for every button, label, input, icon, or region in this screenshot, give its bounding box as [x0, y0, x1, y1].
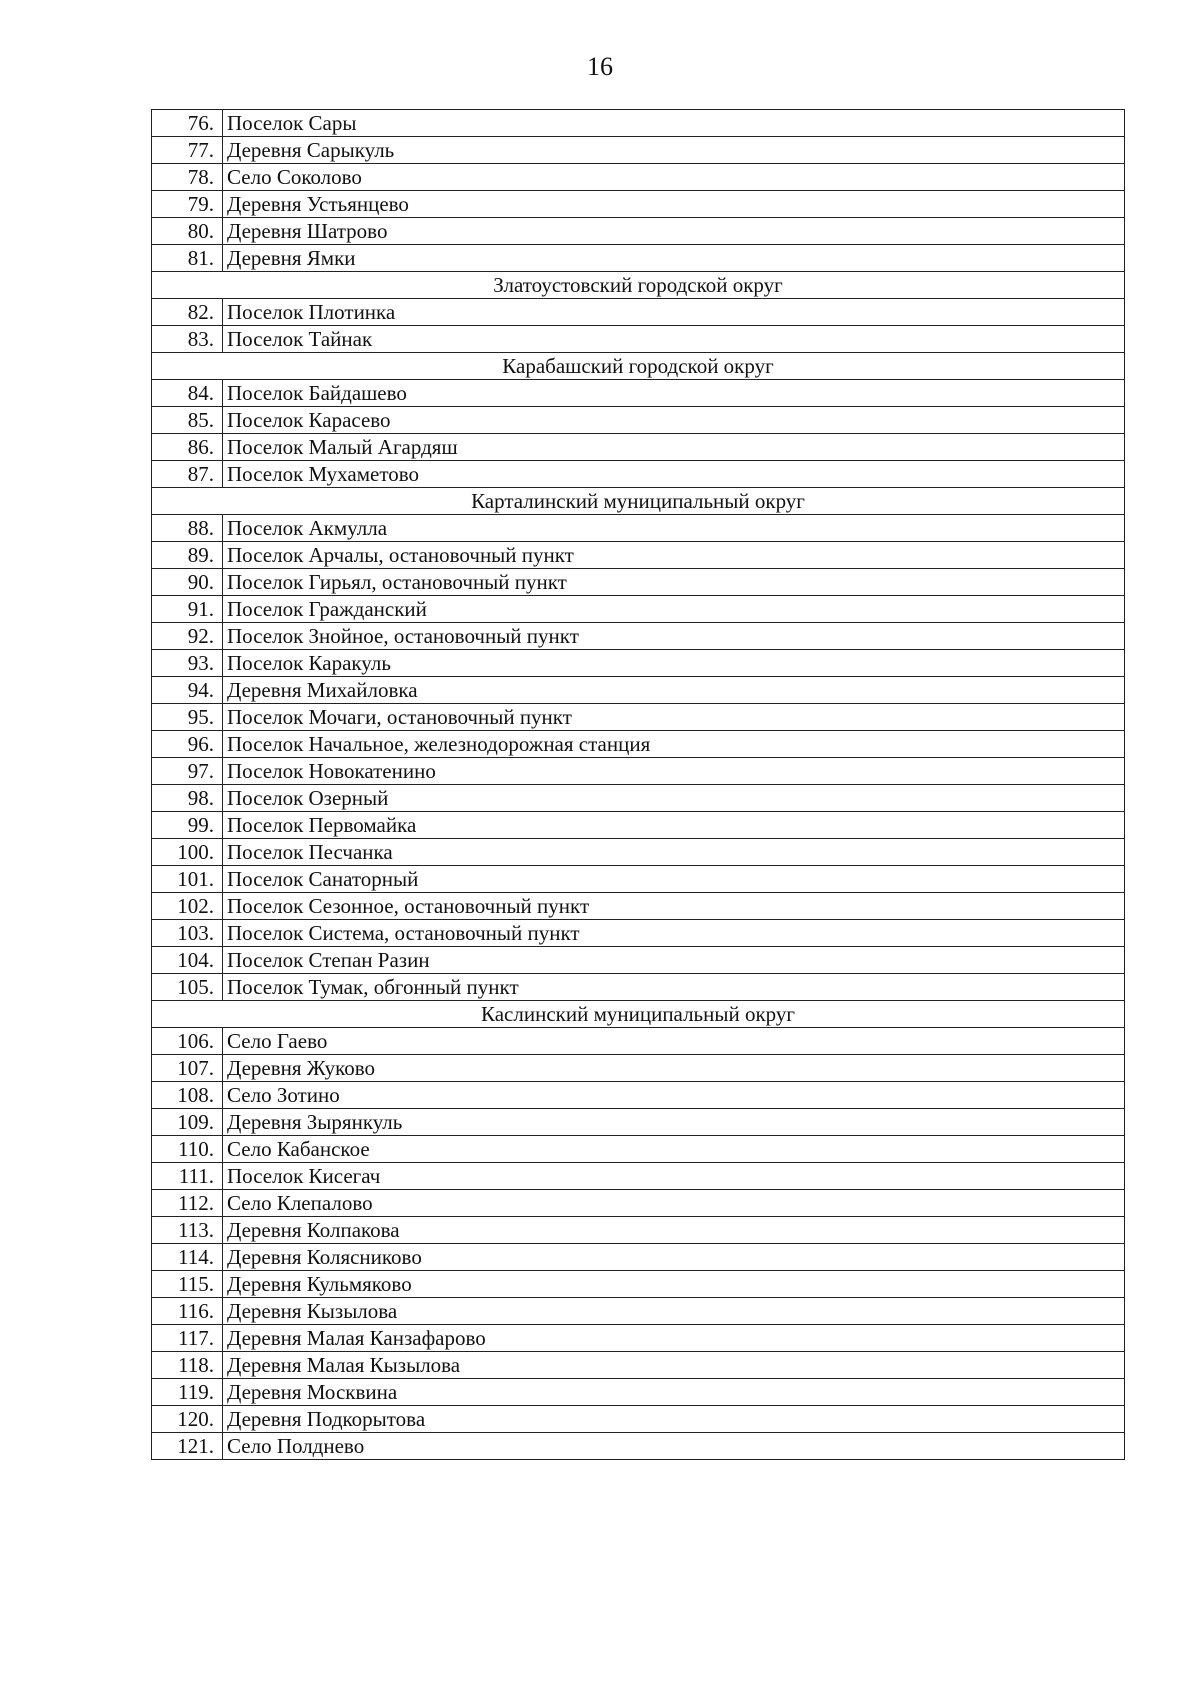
row-number: 118. — [152, 1352, 223, 1379]
table-row — [152, 299, 1125, 326]
settlement-name: Деревня Кульмяково — [223, 1271, 1125, 1298]
table-row — [152, 1271, 1125, 1298]
settlement-name: Поселок Сары — [223, 110, 1125, 137]
row-number: 84. — [152, 380, 223, 407]
row-number: 109. — [152, 1109, 223, 1136]
table-row — [152, 1379, 1125, 1406]
row-number: 97. — [152, 758, 223, 785]
settlement-name: Поселок Акмулла — [223, 515, 1125, 542]
table-row — [152, 758, 1125, 785]
table-row — [152, 704, 1125, 731]
settlement-name: Поселок Санаторный — [223, 866, 1125, 893]
row-number: 90. — [152, 569, 223, 596]
section-header-row — [152, 272, 1125, 299]
table-row — [152, 839, 1125, 866]
table-row — [152, 650, 1125, 677]
row-number: 94. — [152, 677, 223, 704]
settlement-name: Поселок Озерный — [223, 785, 1125, 812]
settlement-name: Поселок Мочаги, остановочный пункт — [223, 704, 1125, 731]
table-row — [152, 677, 1125, 704]
settlement-name: Поселок Знойное, остановочный пункт — [223, 623, 1125, 650]
table-row — [152, 110, 1125, 137]
table-row — [152, 218, 1125, 245]
section-title: Карталинский муниципальный округ — [152, 488, 1125, 515]
table-row — [152, 1055, 1125, 1082]
settlement-name: Деревня Кызылова — [223, 1298, 1125, 1325]
settlement-name: Деревня Шатрово — [223, 218, 1125, 245]
row-number: 107. — [152, 1055, 223, 1082]
settlement-name: Поселок Плотинка — [223, 299, 1125, 326]
settlement-name: Поселок Начальное, железнодорожная станция — [223, 731, 1125, 758]
settlement-name: Поселок Карасево — [223, 407, 1125, 434]
row-number: 106. — [152, 1028, 223, 1055]
row-number: 101. — [152, 866, 223, 893]
row-number: 85. — [152, 407, 223, 434]
row-number: 95. — [152, 704, 223, 731]
table-row — [152, 380, 1125, 407]
table-row — [152, 1109, 1125, 1136]
row-number: 111. — [152, 1163, 223, 1190]
table-row — [152, 1325, 1125, 1352]
table-row — [152, 1406, 1125, 1433]
row-number: 103. — [152, 920, 223, 947]
settlement-name: Поселок Сезонное, остановочный пункт — [223, 893, 1125, 920]
row-number: 93. — [152, 650, 223, 677]
row-number: 102. — [152, 893, 223, 920]
settlement-name: Поселок Песчанка — [223, 839, 1125, 866]
table-row — [152, 245, 1125, 272]
row-number: 78. — [152, 164, 223, 191]
row-number: 120. — [152, 1406, 223, 1433]
section-header-row — [152, 353, 1125, 380]
section-header-row — [152, 1001, 1125, 1028]
row-number: 82. — [152, 299, 223, 326]
row-number: 92. — [152, 623, 223, 650]
row-number: 98. — [152, 785, 223, 812]
settlement-name: Деревня Жуково — [223, 1055, 1125, 1082]
table-row — [152, 623, 1125, 650]
table-row — [152, 1163, 1125, 1190]
settlement-name: Деревня Малая Кызылова — [223, 1352, 1125, 1379]
settlement-name: Поселок Первомайка — [223, 812, 1125, 839]
row-number: 89. — [152, 542, 223, 569]
row-number: 88. — [152, 515, 223, 542]
row-number: 115. — [152, 1271, 223, 1298]
settlement-name: Деревня Зырянкуль — [223, 1109, 1125, 1136]
table-row — [152, 1244, 1125, 1271]
table-row — [152, 947, 1125, 974]
settlement-name: Деревня Колпакова — [223, 1217, 1125, 1244]
row-number: 119. — [152, 1379, 223, 1406]
table-row — [152, 1352, 1125, 1379]
row-number: 112. — [152, 1190, 223, 1217]
section-title: Карабашский городской округ — [152, 353, 1125, 380]
table-row — [152, 407, 1125, 434]
settlement-name: Поселок Система, остановочный пункт — [223, 920, 1125, 947]
settlement-name: Поселок Байдашево — [223, 380, 1125, 407]
row-number: 121. — [152, 1433, 223, 1460]
row-number: 108. — [152, 1082, 223, 1109]
section-header-row — [152, 488, 1125, 515]
table-row — [152, 542, 1125, 569]
settlement-name: Село Клепалово — [223, 1190, 1125, 1217]
table-row — [152, 1190, 1125, 1217]
settlement-name: Село Зотино — [223, 1082, 1125, 1109]
row-number: 116. — [152, 1298, 223, 1325]
table-row — [152, 434, 1125, 461]
row-number: 91. — [152, 596, 223, 623]
row-number: 114. — [152, 1244, 223, 1271]
settlement-name: Поселок Гражданский — [223, 596, 1125, 623]
row-number: 87. — [152, 461, 223, 488]
row-number: 100. — [152, 839, 223, 866]
settlement-name: Поселок Мухаметово — [223, 461, 1125, 488]
table-row — [152, 1136, 1125, 1163]
settlement-name: Деревня Москвина — [223, 1379, 1125, 1406]
settlement-name: Деревня Сарыкуль — [223, 137, 1125, 164]
settlement-name: Деревня Михайловка — [223, 677, 1125, 704]
table-row — [152, 893, 1125, 920]
row-number: 86. — [152, 434, 223, 461]
page-number: 16 — [587, 52, 613, 81]
row-number: 80. — [152, 218, 223, 245]
table-row — [152, 812, 1125, 839]
table-row — [152, 137, 1125, 164]
settlement-name: Деревня Колясниково — [223, 1244, 1125, 1271]
row-number: 99. — [152, 812, 223, 839]
table-row — [152, 326, 1125, 353]
settlements-table — [151, 109, 1125, 1460]
row-number: 110. — [152, 1136, 223, 1163]
row-number: 117. — [152, 1325, 223, 1352]
table-row — [152, 866, 1125, 893]
row-number: 105. — [152, 974, 223, 1001]
section-title: Златоустовский городской округ — [152, 272, 1125, 299]
settlement-name: Село Кабанское — [223, 1136, 1125, 1163]
table-row — [152, 569, 1125, 596]
settlement-name: Село Полднево — [223, 1433, 1125, 1460]
settlement-name: Деревня Малая Канзафарово — [223, 1325, 1125, 1352]
settlement-name: Поселок Арчалы, остановочный пункт — [223, 542, 1125, 569]
settlement-name: Деревня Устьянцево — [223, 191, 1125, 218]
row-number: 77. — [152, 137, 223, 164]
table-row — [152, 1028, 1125, 1055]
row-number: 113. — [152, 1217, 223, 1244]
table-row — [152, 1298, 1125, 1325]
settlement-name: Поселок Тайнак — [223, 326, 1125, 353]
settlement-name: Поселок Гирьял, остановочный пункт — [223, 569, 1125, 596]
table-body — [152, 110, 1125, 1460]
table-row — [152, 596, 1125, 623]
settlement-name: Деревня Подкорытова — [223, 1406, 1125, 1433]
settlement-name: Поселок Каракуль — [223, 650, 1125, 677]
table-row — [152, 164, 1125, 191]
settlement-name: Поселок Степан Разин — [223, 947, 1125, 974]
row-number: 76. — [152, 110, 223, 137]
table-row — [152, 461, 1125, 488]
row-number: 104. — [152, 947, 223, 974]
row-number: 96. — [152, 731, 223, 758]
settlement-name: Поселок Новокатенино — [223, 758, 1125, 785]
settlement-name: Село Соколово — [223, 164, 1125, 191]
settlement-name: Поселок Тумак, обгонный пункт — [223, 974, 1125, 1001]
settlement-name: Село Гаево — [223, 1028, 1125, 1055]
table-row — [152, 1433, 1125, 1460]
table-row — [152, 191, 1125, 218]
table-row — [152, 1082, 1125, 1109]
table-row — [152, 785, 1125, 812]
row-number: 83. — [152, 326, 223, 353]
settlement-name: Поселок Кисегач — [223, 1163, 1125, 1190]
settlement-name: Деревня Ямки — [223, 245, 1125, 272]
section-title: Каслинский муниципальный округ — [152, 1001, 1125, 1028]
table-row — [152, 1217, 1125, 1244]
table-row — [152, 920, 1125, 947]
table-row — [152, 515, 1125, 542]
row-number: 81. — [152, 245, 223, 272]
settlement-name: Поселок Малый Агардяш — [223, 434, 1125, 461]
table-row — [152, 731, 1125, 758]
row-number: 79. — [152, 191, 223, 218]
table-row — [152, 974, 1125, 1001]
